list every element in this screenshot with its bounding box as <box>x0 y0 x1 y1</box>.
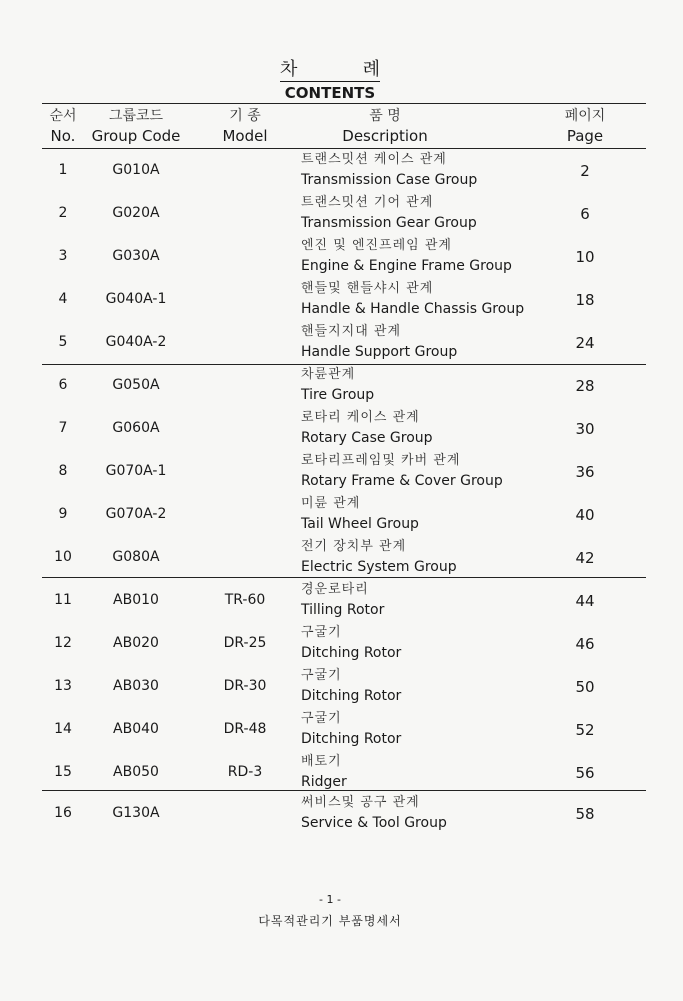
group-divider-rule <box>42 364 646 365</box>
row-group-code: AB040 <box>113 721 159 737</box>
row-group-code: AB010 <box>113 592 159 608</box>
row-description-korean: 엔진 및 엔진프레임 관계 <box>301 238 452 253</box>
row-description-english: Ditching Rotor <box>301 688 402 704</box>
row-page-number: 46 <box>575 635 595 653</box>
footer-page-number: - 1 - <box>319 893 341 906</box>
row-group-code: G020A <box>112 205 160 221</box>
row-number: 6 <box>58 377 68 393</box>
row-group-code: G010A <box>112 162 160 178</box>
row-number: 11 <box>54 592 72 608</box>
title-korean: 차 례 <box>280 59 380 80</box>
row-description-english: Tire Group <box>301 387 375 403</box>
row-group-code: G080A <box>112 549 160 565</box>
row-group-code: AB030 <box>113 678 159 694</box>
row-description-english: Ridger <box>301 774 347 790</box>
row-description-english: Rotary Case Group <box>301 430 433 446</box>
row-group-code: AB050 <box>113 764 159 780</box>
group-divider-rule <box>42 577 646 578</box>
row-description-english: Transmission Case Group <box>301 172 478 188</box>
row-number: 7 <box>58 420 68 436</box>
row-page-number: 30 <box>575 420 595 438</box>
row-number: 2 <box>58 205 68 221</box>
row-model: DR-48 <box>223 721 267 737</box>
row-model: TR-60 <box>224 592 266 608</box>
row-page-number: 42 <box>575 549 595 567</box>
row-description-korean: 로타리 케이스 관계 <box>301 410 420 425</box>
row-page-number: 52 <box>575 721 595 739</box>
row-group-code: G040A-2 <box>105 334 167 350</box>
row-number: 1 <box>58 162 68 178</box>
row-description-korean: 미륜 관계 <box>301 496 361 511</box>
row-group-code: G030A <box>112 248 160 264</box>
row-description-korean: 경운로타리 <box>301 582 369 597</box>
row-page-number: 10 <box>575 248 595 266</box>
row-number: 16 <box>54 805 72 821</box>
row-description-english: Tilling Rotor <box>301 602 385 618</box>
row-description-english: Handle & Handle Chassis Group <box>301 301 525 317</box>
row-group-code: AB020 <box>113 635 159 651</box>
row-number: 15 <box>54 764 72 780</box>
row-page-number: 40 <box>575 506 595 524</box>
row-model: DR-30 <box>223 678 267 694</box>
row-group-code: G050A <box>112 377 160 393</box>
row-page-number: 58 <box>575 805 595 823</box>
row-description-korean: 배토기 <box>301 754 342 769</box>
row-number: 10 <box>54 549 72 565</box>
row-description-english: Engine & Engine Frame Group <box>301 258 512 274</box>
row-description-korean: 구굴기 <box>301 625 342 640</box>
row-description-korean: 구굴기 <box>301 668 342 683</box>
header-no: 순서 No. <box>49 108 77 145</box>
row-page-number: 6 <box>580 205 590 223</box>
row-page-number: 28 <box>575 377 595 395</box>
row-page-number: 44 <box>575 592 595 610</box>
row-page-number: 18 <box>575 291 595 309</box>
title-english: CONTENTS <box>284 84 376 102</box>
row-description-korean: 차륜관계 <box>301 367 356 382</box>
row-group-code: G070A-2 <box>105 506 167 522</box>
row-page-number: 36 <box>575 463 595 481</box>
row-description-english: Ditching Rotor <box>301 731 402 747</box>
row-number: 4 <box>58 291 68 307</box>
header-top-rule <box>42 103 646 104</box>
header-group-code: 그룹코드 Group Code <box>91 108 181 145</box>
header-page: 페이지 Page <box>564 108 606 145</box>
row-model: RD-3 <box>227 764 263 780</box>
row-number: 12 <box>54 635 72 651</box>
footer-document-title: 다목적관리기 부품명세서 <box>258 914 402 928</box>
row-number: 8 <box>58 463 68 479</box>
row-description-korean: 트랜스밋션 기어 관계 <box>301 195 434 210</box>
row-group-code: G070A-1 <box>105 463 167 479</box>
row-page-number: 50 <box>575 678 595 696</box>
header-model: 기 종 Model <box>222 108 268 145</box>
row-number: 3 <box>58 248 68 264</box>
row-description-korean: 써비스및 공구 관계 <box>301 795 420 810</box>
row-description-english: Electric System Group <box>301 559 457 575</box>
row-description-korean: 핸들지지대 관계 <box>301 324 402 339</box>
row-number: 9 <box>58 506 68 522</box>
row-model: DR-25 <box>223 635 267 651</box>
header-description: 품 명 Description <box>342 108 428 145</box>
row-description-english: Rotary Frame & Cover Group <box>301 473 503 489</box>
row-description-korean: 트랜스밋션 케이스 관계 <box>301 152 447 167</box>
row-description-korean: 로타리프레임및 카버 관계 <box>301 453 461 468</box>
row-description-korean: 핸들및 핸들샤시 관계 <box>301 281 434 296</box>
row-description-english: Transmission Gear Group <box>301 215 477 231</box>
group-divider-rule <box>42 790 646 791</box>
row-description-english: Service & Tool Group <box>301 815 447 831</box>
row-number: 13 <box>54 678 72 694</box>
row-group-code: G060A <box>112 420 160 436</box>
row-number: 5 <box>58 334 68 350</box>
row-page-number: 56 <box>575 764 595 782</box>
row-description-english: Tail Wheel Group <box>301 516 419 532</box>
header-bottom-rule <box>42 148 646 149</box>
row-description-english: Handle Support Group <box>301 344 458 360</box>
row-description-english: Ditching Rotor <box>301 645 402 661</box>
row-description-korean: 전기 장치부 관계 <box>301 539 407 554</box>
row-page-number: 24 <box>575 334 595 352</box>
row-group-code: G130A <box>112 805 160 821</box>
row-group-code: G040A-1 <box>105 291 167 307</box>
row-number: 14 <box>54 721 72 737</box>
row-page-number: 2 <box>580 162 590 180</box>
row-description-korean: 구굴기 <box>301 711 342 726</box>
